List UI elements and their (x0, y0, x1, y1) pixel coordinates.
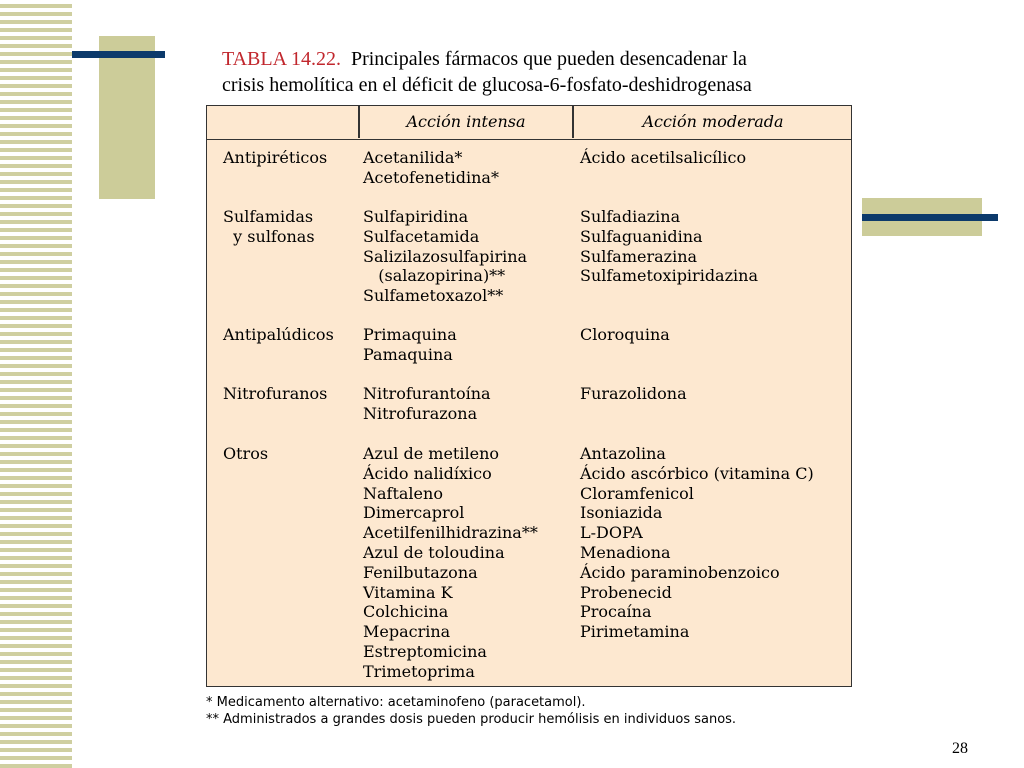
drug-intensa: Acetofenetidina* (363, 167, 499, 187)
drug-intensa: Estreptomicina (363, 642, 487, 661)
left-stripe-decoration (0, 0, 72, 768)
row-category: Antipiréticos (223, 148, 328, 167)
drug-intensa: Acetanilida* (363, 148, 463, 167)
drug-intensa: Vitamina K (363, 582, 453, 602)
drug-moderada: Cloramfenicol (580, 483, 694, 503)
drug-intensa: Colchicina (363, 602, 449, 622)
drug-intensa: Ácido nalidíxico (363, 463, 492, 483)
drug-intensa: Naftaleno (363, 483, 443, 503)
drug-intensa: Pamaquina (363, 344, 453, 364)
footnote-2: ** Administrados a grandes dosis pueden producir hemólisis en individuos sanos. (206, 712, 737, 727)
title-line-2: crisis hemolítica en el déficit de glucosa-6-fosfato-deshidrogenasa (222, 74, 752, 96)
row-category: Sulfamidas y sulfonas (223, 207, 315, 246)
header-empty (207, 106, 358, 138)
drug-moderada: Pirimetamina (580, 622, 690, 642)
drug-moderada: Menadiona (580, 543, 671, 562)
drug-intensa: Sulfapiridina (363, 207, 469, 226)
drug-moderada: Sulfadiazina (580, 207, 681, 226)
header-accion-moderada: Acción moderada (642, 112, 784, 131)
table-number: TABLA 14.22. (222, 48, 341, 70)
drug-moderada: Ácido acetilsalicílico (580, 148, 747, 167)
row-category: Nitrofuranos (223, 384, 328, 403)
title-line-1: Principales fármacos que pueden desencadenar la (350, 48, 747, 70)
drug-intensa: Nitrofurazona (363, 403, 478, 423)
drug-moderada: L-DOPA (580, 523, 643, 543)
drug-intensa: Nitrofurantoína (363, 384, 491, 403)
drug-moderada: Ácido paraminobenzoico (580, 562, 780, 582)
drug-intensa: Salizilazosulfapirina (363, 246, 528, 266)
table-header (207, 106, 851, 140)
drug-intensa: Acetilfenilhidrazina** (363, 523, 538, 543)
drug-table (206, 105, 852, 687)
drug-intensa: Primaquina (363, 325, 457, 344)
navy-bar-right (862, 214, 998, 221)
drug-intensa: (salazopirina)** (363, 266, 506, 286)
drug-intensa: Azul de toloudina (363, 543, 505, 562)
drug-intensa: Dimercaprol (363, 503, 465, 523)
row-category: Otros (223, 444, 269, 463)
drug-moderada: Isoniazida (580, 503, 663, 523)
drug-moderada: Ácido ascórbico (vitamina C) (580, 463, 814, 483)
drug-intensa: Sulfametoxazol** (363, 286, 504, 306)
drug-intensa: Trimetoprima (363, 661, 475, 681)
drug-moderada: Procaína (580, 602, 652, 622)
drug-moderada: Antazolina (580, 444, 666, 463)
drug-moderada: Sulfamerazina (580, 246, 698, 266)
footnotes (206, 694, 858, 728)
drug-intensa: Azul de metileno (363, 444, 499, 463)
row-category: Antipalúdicos (223, 325, 334, 344)
drug-moderada: Furazolidona (580, 384, 687, 403)
footnote-1: * Medicamento alternativo: acetaminofeno (paracetamol). (206, 695, 586, 710)
page-number: 28 (952, 740, 968, 757)
drug-intensa: Fenilbutazona (363, 562, 478, 582)
olive-block-left (99, 36, 155, 199)
table-title (222, 46, 862, 98)
drug-moderada: Sulfaguanidina (580, 226, 703, 246)
drug-intensa: Mepacrina (363, 622, 451, 642)
drug-moderada: Sulfametoxipiridazina (580, 266, 758, 286)
navy-bar-left (72, 51, 165, 58)
drug-moderada: Cloroquina (580, 325, 670, 344)
header-accion-intensa: Acción intensa (406, 112, 526, 131)
drug-intensa: Sulfacetamida (363, 226, 480, 246)
drug-moderada: Probenecid (580, 582, 672, 602)
